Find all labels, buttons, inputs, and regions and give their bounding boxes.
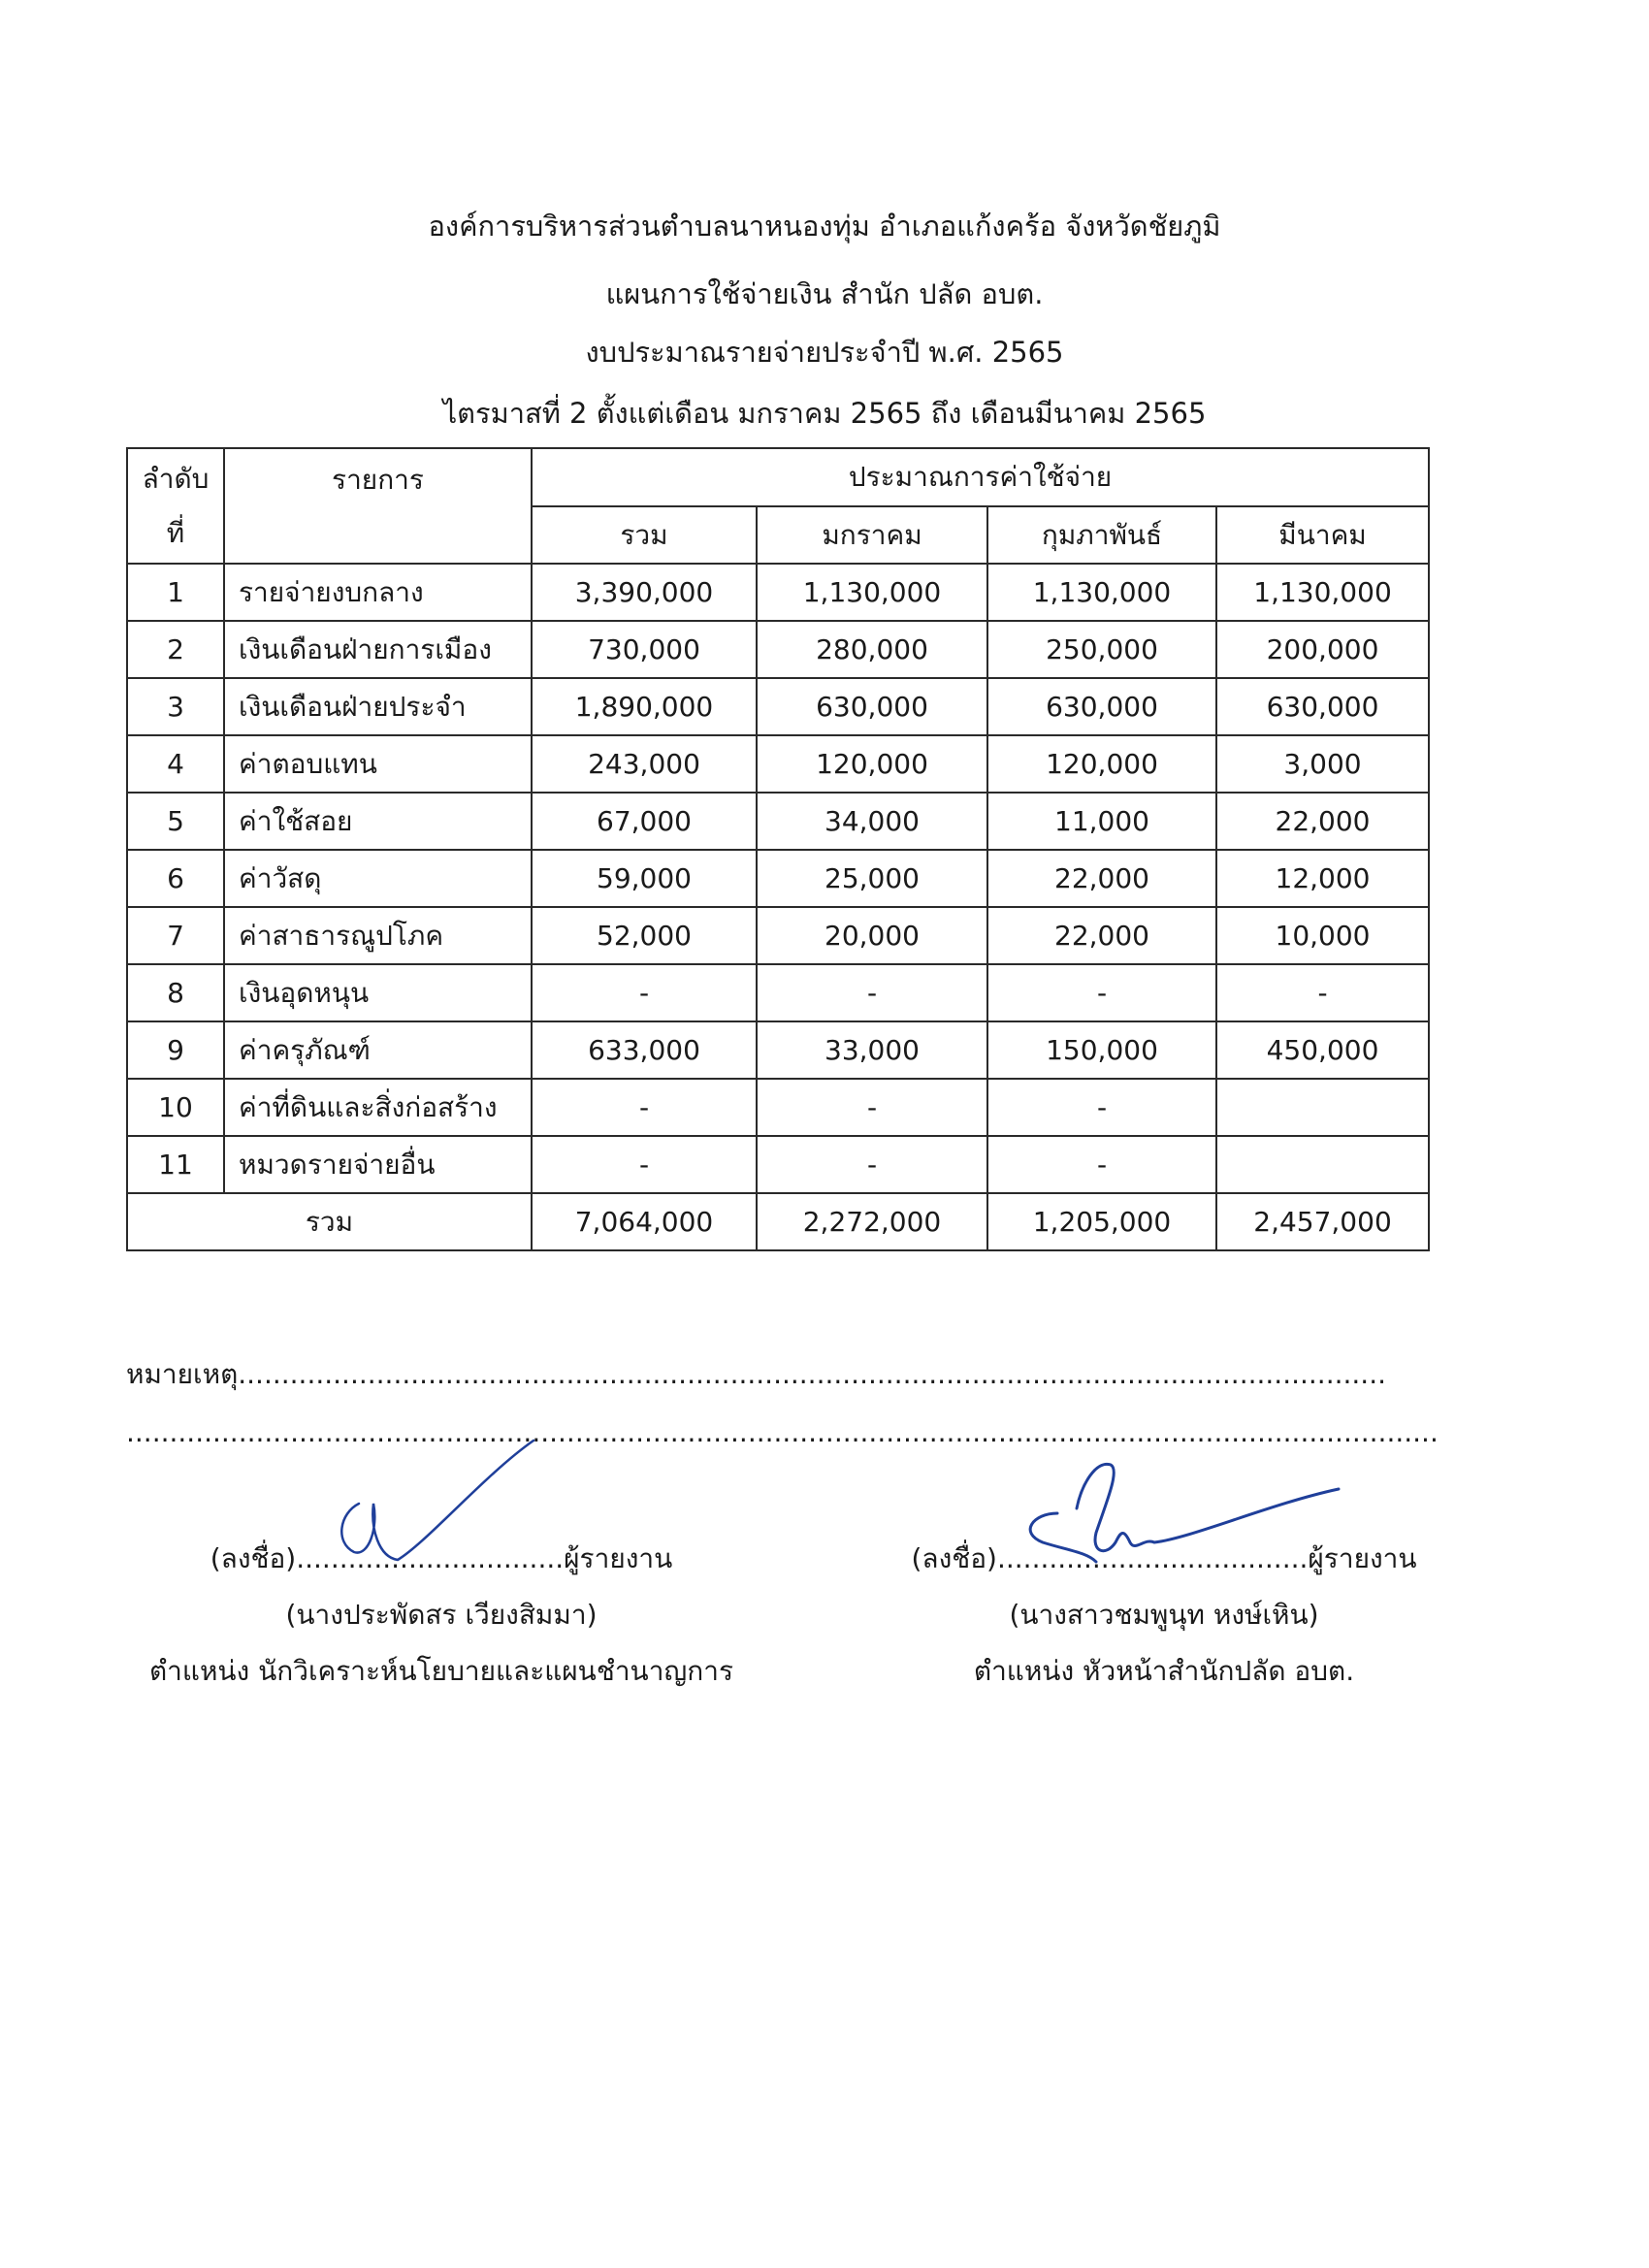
row-item: รายจ่ายงบกลาง <box>224 564 532 621</box>
row-march: 200,000 <box>1216 621 1429 678</box>
row-january: 120,000 <box>757 735 987 793</box>
left-signer-position: ตำแหน่ง นักวิเคราะห์นโยบายและแผนชำนาญการ <box>149 1655 733 1687</box>
table-row <box>127 1136 1429 1193</box>
row-january: 280,000 <box>757 621 987 678</box>
row-february: 22,000 <box>987 907 1216 964</box>
table-row <box>127 621 1429 678</box>
row-total: - <box>532 1136 757 1193</box>
row-total: 67,000 <box>532 793 757 850</box>
header-item <box>224 448 532 564</box>
table-row <box>127 850 1429 907</box>
table-row <box>127 1079 1429 1136</box>
row-february: 11,000 <box>987 793 1216 850</box>
row-item: เงินอุดหนุน <box>224 964 532 1021</box>
row-total: 730,000 <box>532 621 757 678</box>
row-number: 11 <box>127 1136 224 1193</box>
row-total: 633,000 <box>532 1021 757 1079</box>
remark-line-1: หมายเหตุ..................................................................................................................................... <box>126 1358 1387 1390</box>
row-total: 59,000 <box>532 850 757 907</box>
header-january: มกราคม <box>757 506 987 564</box>
header-item-label: รายการ <box>332 464 424 496</box>
row-march: 22,000 <box>1216 793 1429 850</box>
row-item: หมวดรายจ่ายอื่น <box>224 1136 532 1193</box>
right-signer-name: (นางสาวชมพูนุท หงษ์เหิน) <box>1009 1599 1319 1631</box>
row-february: 630,000 <box>987 678 1216 735</box>
row-total: - <box>532 964 757 1021</box>
row-january: 25,000 <box>757 850 987 907</box>
row-february: 22,000 <box>987 850 1216 907</box>
header-no <box>127 448 224 564</box>
row-number: 4 <box>127 735 224 793</box>
sum-total: 7,064,000 <box>532 1193 757 1250</box>
sum-march: 2,457,000 <box>1216 1193 1429 1250</box>
right-sign-line: (ลงชื่อ)....................................ผู้รายงาน <box>911 1542 1417 1574</box>
row-item: ค่าตอบแทน <box>224 735 532 793</box>
row-march: 630,000 <box>1216 678 1429 735</box>
row-item: เงินเดือนฝ่ายประจำ <box>224 678 532 735</box>
table-header-row <box>127 448 1429 506</box>
quarter-title: ไตรมาสที่ 2 ตั้งแต่เดือน มกราคม 2565 ถึง เดือนมีนาคม 2565 <box>442 397 1207 430</box>
org-title: องค์การบริหารส่วนตำบลนาหนองทุ่ม อำเภอแก้งคร้อ จังหวัดชัยภูมิ <box>428 210 1221 243</box>
budget-year-title: งบประมาณรายจ่ายประจำปี พ.ศ. 2565 <box>585 336 1064 369</box>
left-signer-name: (นางประพัดสร เวียงสิมมา) <box>285 1599 598 1631</box>
row-total: 243,000 <box>532 735 757 793</box>
row-number: 3 <box>127 678 224 735</box>
row-number: 7 <box>127 907 224 964</box>
row-february: - <box>987 1079 1216 1136</box>
row-number: 10 <box>127 1079 224 1136</box>
row-item: ค่าครุภัณฑ์ <box>224 1021 532 1079</box>
row-item: ค่าที่ดินและสิ่งก่อสร้าง <box>224 1079 532 1136</box>
sum-label: รวม <box>127 1193 532 1250</box>
row-march <box>1216 1136 1429 1193</box>
table-sum-row <box>127 1193 1429 1250</box>
table-row <box>127 907 1429 964</box>
row-february: 120,000 <box>987 735 1216 793</box>
right-signer-position: ตำแหน่ง หัวหน้าสำนักปลัด อบต. <box>973 1655 1355 1687</box>
row-march: 450,000 <box>1216 1021 1429 1079</box>
sum-january: 2,272,000 <box>757 1193 987 1250</box>
row-item: ค่าใช้สอย <box>224 793 532 850</box>
header-estimate: ประมาณการค่าใช้จ่าย <box>532 448 1429 506</box>
row-february: - <box>987 964 1216 1021</box>
row-march: 12,000 <box>1216 850 1429 907</box>
table-row <box>127 564 1429 621</box>
row-number: 9 <box>127 1021 224 1079</box>
table-body <box>127 564 1429 1193</box>
row-march <box>1216 1079 1429 1136</box>
header-no-line1: ลำดับ <box>142 462 210 495</box>
row-january: - <box>757 964 987 1021</box>
row-january: 33,000 <box>757 1021 987 1079</box>
budget-table <box>126 447 1430 1251</box>
row-february: 1,130,000 <box>987 564 1216 621</box>
header-march: มีนาคม <box>1216 506 1429 564</box>
table-row <box>127 678 1429 735</box>
row-item: เงินเดือนฝ่ายการเมือง <box>224 621 532 678</box>
row-total: 52,000 <box>532 907 757 964</box>
row-number: 2 <box>127 621 224 678</box>
table-row <box>127 793 1429 850</box>
row-january: 1,130,000 <box>757 564 987 621</box>
table-row <box>127 964 1429 1021</box>
table-row <box>127 735 1429 793</box>
table-row <box>127 1021 1429 1079</box>
row-february: - <box>987 1136 1216 1193</box>
row-number: 6 <box>127 850 224 907</box>
row-january: - <box>757 1136 987 1193</box>
row-march: 3,000 <box>1216 735 1429 793</box>
row-february: 250,000 <box>987 621 1216 678</box>
row-total: 1,890,000 <box>532 678 757 735</box>
header-february: กุมภาพันธ์ <box>987 506 1216 564</box>
row-march: 1,130,000 <box>1216 564 1429 621</box>
header-no-line2: ที่ <box>166 516 185 549</box>
remark-line-2: ........................................................................................................................................................ <box>126 1416 1439 1448</box>
right-signature-block <box>863 1531 1465 1700</box>
row-item: ค่าวัสดุ <box>224 850 532 907</box>
row-total: - <box>532 1079 757 1136</box>
left-sign-line: (ลงชื่อ)...............................ผู้รายงาน <box>210 1542 673 1574</box>
row-january: 630,000 <box>757 678 987 735</box>
sum-february: 1,205,000 <box>987 1193 1216 1250</box>
row-january: 34,000 <box>757 793 987 850</box>
row-number: 1 <box>127 564 224 621</box>
row-number: 5 <box>127 793 224 850</box>
row-number: 8 <box>127 964 224 1021</box>
row-item: ค่าสาธารณูปโภค <box>224 907 532 964</box>
header-total: รวม <box>532 506 757 564</box>
plan-title: แผนการใช้จ่ายเงิน สำนัก ปลัด อบต. <box>605 277 1044 310</box>
row-march: 10,000 <box>1216 907 1429 964</box>
row-march: - <box>1216 964 1429 1021</box>
left-signature-block <box>141 1531 742 1700</box>
row-january: - <box>757 1079 987 1136</box>
row-february: 150,000 <box>987 1021 1216 1079</box>
row-january: 20,000 <box>757 907 987 964</box>
row-total: 3,390,000 <box>532 564 757 621</box>
